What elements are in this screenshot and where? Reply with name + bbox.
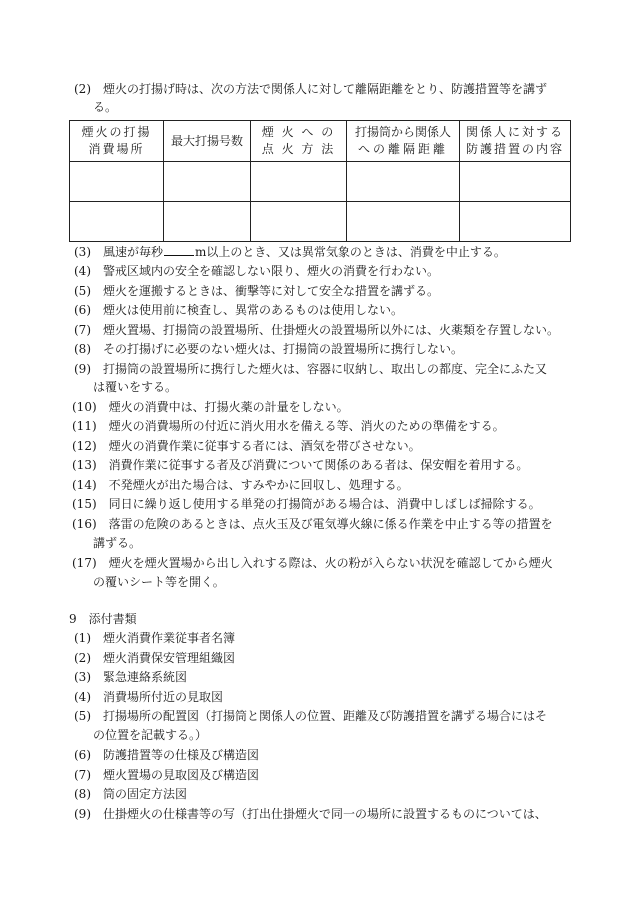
item-number: (15) [72,497,97,511]
item-text: 同日に繰り返し使用する単発の打揚筒がある場合は、消費中しばしば掃除する。 [96,497,541,511]
item-15 [72,496,541,512]
header-max-shell-size-line-1: 最大打揚号数 [170,133,243,148]
item-13 [72,457,528,473]
table-cell[interactable] [347,202,460,242]
item-text: その打揚げに必要のない煙火は、打揚筒の設置場所に携行しない。 [91,342,464,356]
item-text: 煙火は使用前に検査し、異常のあるものは使用しない。 [91,303,404,317]
item-text: 仕掛煙火の仕様書等の写（打出仕掛煙火で同一の場所に設置するものについては、 [91,807,547,821]
item-text: 打揚筒の設置場所に携行した煙火は、容器に収納し、取出しの都度、完全にふた又 [91,362,548,376]
header-separation-distance [347,121,460,162]
item-number: (16) [72,517,97,531]
item-text: 煙火置場の見取図及び構造図 [91,768,260,782]
header-separation-distance-line-1: 打揚筒から関係人 [354,125,451,139]
item-text: 筒の固定方法図 [91,787,188,801]
item-text: 防護措置等の仕様及び構造図 [91,748,260,762]
item-number: (9) [74,362,91,376]
table-cell[interactable] [251,202,347,242]
item-3 [74,244,506,260]
item-number: (6) [74,303,91,317]
item-text: 煙火の消費中は、打揚火薬の計量をしない。 [96,400,349,414]
attachment-7 [74,767,259,783]
header-ignition-method-line-2: 点 火 方 法 [261,142,336,156]
item-number: (7) [74,323,91,337]
table-cell[interactable] [460,202,571,242]
item-number: (4) [74,264,91,278]
section-9-heading: 9 添付書類 [69,612,137,626]
item-number: (1) [74,631,91,645]
item-text: 煙火の消費場所の付近に消火用水を備える等、消火のための準備をする。 [96,419,505,433]
attachment-5 [74,708,547,724]
item-16 [72,516,553,532]
attachment-4 [74,689,223,705]
item-2-line-1: (2) 煙火の打揚げ時は、次の方法で関係人に対して離隔距離をとり、防護措置等を講ず [74,82,548,96]
header-protective-measures-line-1: 関係人に対する [465,125,564,139]
item-number: (10) [72,400,97,414]
header-separation-distance-line-2: への離隔距離 [357,142,448,156]
item-number: (8) [74,342,91,356]
item-12 [72,438,421,454]
item-number: (4) [74,690,91,704]
header-ignition-method-line-1: 煙 火 へ の [261,125,336,139]
item-text: 煙火を煙火置場から出し入れする際は、火の粉が入らない状況を確認してから煙火 [96,556,553,570]
item-7 [74,322,559,338]
item-text: 不発煙火が出た場合は、すみやかに回収し、処理する。 [96,478,409,492]
item-8 [74,341,463,357]
attachment-6 [74,747,259,763]
header-protective-measures-line-2: 防護措置の内容 [465,142,564,156]
item-17-continuation: の覆いシート等を開く。 [93,575,225,589]
item-number: (2) [74,651,91,665]
separation-distance-table [69,120,571,242]
item-text: 落雷の危険のあるときは、点火玉及び電気導火線に係る作業を中止する等の措置を [96,517,553,531]
attachment-9 [74,806,547,822]
item-number: (6) [74,748,91,762]
item-text: 風速が毎秒 [91,245,164,259]
item-number: (14) [72,478,97,492]
item-text: 消費場所付近の見取図 [91,690,224,704]
item-5 [74,283,439,299]
table-cell[interactable] [70,202,164,242]
item-text: 煙火消費保安管理組織図 [91,651,236,665]
table-row [70,162,571,202]
item-number: (9) [74,807,91,821]
item-number: (5) [74,709,91,723]
item-4 [74,263,439,279]
table-cell[interactable] [347,162,460,202]
item-number: (7) [74,768,91,782]
item-number: (13) [72,458,97,472]
wind-speed-blank[interactable] [164,244,194,256]
header-launch-site-line-1: 煙火の打揚 [81,125,152,139]
item-number: (12) [72,439,97,453]
item-16-continuation: 講ずる。 [93,536,142,550]
item-text: 警戒区域内の安全を確認しない限り、煙火の消費を行わない。 [91,264,440,278]
item-11 [72,418,505,434]
item-number: (11) [72,419,97,433]
item-text: 煙火を運搬するときは、衝撃等に対して安全な措置を講ずる。 [91,284,440,298]
item-number: (3) [74,245,91,259]
item-9 [74,361,547,377]
item-6 [74,302,403,318]
table-cell[interactable] [460,162,571,202]
attachment-2 [74,650,235,666]
item-text: 煙火置場、打揚筒の設置場所、仕掛煙火の設置場所以外には、火薬類を存置しない。 [91,323,560,337]
table-cell[interactable] [164,202,251,242]
item-text: 打揚場所の配置図（打揚筒と関係人の位置、距離及び防護措置を講ずる場合にはそ [91,709,548,723]
attachment-1 [74,630,235,646]
header-max-shell-size [164,121,251,162]
table-header-row [70,121,571,162]
item-number: (8) [74,787,91,801]
header-launch-site [70,121,164,162]
item-number: (17) [72,556,97,570]
item-2-line-2: る。 [93,100,118,114]
item-17 [72,555,553,571]
table-cell[interactable] [70,162,164,202]
attachment-5-continuation: の位置を記載する。） [93,728,208,742]
item-14 [72,477,409,493]
table-cell[interactable] [251,162,347,202]
item-number: (5) [74,284,91,298]
item-text: 消費作業に従事する者及び消費について関係のある者は、保安帽を着用する。 [96,458,529,472]
item-10 [72,399,349,415]
item-text: m以上のとき、又は異常気象のときは、消費を中止する。 [195,245,506,259]
attachment-3 [74,669,187,685]
header-protective-measures [460,121,571,162]
table-cell[interactable] [164,162,251,202]
header-ignition-method [251,121,347,162]
item-text: 煙火の消費作業に従事する者には、酒気を帯びさせない。 [96,439,421,453]
table-row [70,202,571,242]
header-launch-site-line-2: 消費場所 [88,142,145,156]
item-9-continuation: は覆いをする。 [93,380,178,394]
item-text: 緊急連絡系統図 [91,670,188,684]
item-text: 煙火消費作業従事者名簿 [91,631,236,645]
item-number: (3) [74,670,91,684]
attachment-8 [74,786,187,802]
